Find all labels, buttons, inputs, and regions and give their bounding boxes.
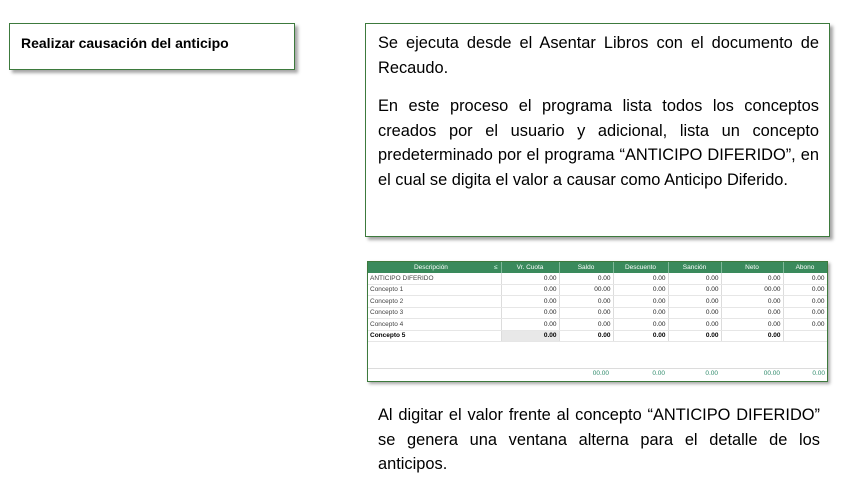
table-row[interactable] xyxy=(368,284,827,296)
column-header-abono[interactable]: Abono xyxy=(783,262,827,273)
cell-vr-cuota[interactable]: 0.00 xyxy=(501,319,559,331)
cell-saldo[interactable]: 0.00 xyxy=(559,296,613,308)
total-neto: 00.00 xyxy=(763,370,780,377)
cell-abono[interactable]: 0.00 xyxy=(783,296,827,308)
cell-neto[interactable]: 0.00 xyxy=(721,273,783,284)
cell-descuento[interactable]: 0.00 xyxy=(613,319,668,331)
sort-icon[interactable]: ≤ xyxy=(493,264,498,271)
row-description[interactable]: Concepto 3 xyxy=(368,307,501,319)
totals-row xyxy=(368,368,827,381)
cell-saldo[interactable]: 0.00 xyxy=(559,319,613,331)
cell-abono[interactable]: 0.00 xyxy=(783,284,827,296)
table-row[interactable] xyxy=(368,273,827,284)
cell-neto[interactable]: 0.00 xyxy=(721,330,783,342)
cell-abono[interactable]: 0.00 xyxy=(783,307,827,319)
cell-sancion[interactable]: 0.00 xyxy=(668,284,721,296)
cell-saldo[interactable]: 00.00 xyxy=(559,284,613,296)
cell-vr-cuota[interactable]: 0.00 xyxy=(501,284,559,296)
description-paragraph-2: En este proceso el programa lista todos los conceptos creados por el usuario y adicional, lista un concepto predeterminado por el programa “ANTICIPO DIFERIDO”, en el cual se digita el valor a causar como Anticipo Diferido. xyxy=(378,97,819,189)
cell-sancion[interactable]: 0.00 xyxy=(668,319,721,331)
description-box xyxy=(365,23,830,237)
column-header-descripcion[interactable]: Descripción ≤ xyxy=(368,262,501,273)
note-paragraph: Al digitar el valor frente al concepto “ANTICIPO DIFERIDO” se genera una ventana alterna para el detalle de los anticipos. xyxy=(378,406,820,473)
cell-sancion[interactable]: 0.00 xyxy=(668,273,721,284)
cell-saldo[interactable]: 0.00 xyxy=(559,330,613,342)
cell-sancion[interactable]: 0.00 xyxy=(668,307,721,319)
total-descuento: 0.00 xyxy=(652,370,665,377)
cell-neto[interactable]: 0.00 xyxy=(721,307,783,319)
cell-neto[interactable]: 00.00 xyxy=(721,284,783,296)
column-header-sancion[interactable]: Sanción xyxy=(668,262,721,273)
page-title: Realizar causación del anticipo xyxy=(21,35,229,51)
cell-abono[interactable]: 0.00 xyxy=(783,319,827,331)
cell-saldo[interactable]: 0.00 xyxy=(559,273,613,284)
cell-saldo[interactable]: 0.00 xyxy=(559,307,613,319)
total-sancion: 0.00 xyxy=(705,370,718,377)
table-row[interactable] xyxy=(368,330,827,342)
table-row[interactable] xyxy=(368,307,827,319)
concepts-table xyxy=(368,262,828,342)
row-description[interactable]: Concepto 5 xyxy=(368,330,501,342)
column-header-descuento[interactable]: Descuento xyxy=(613,262,668,273)
description-paragraph-1: Se ejecuta desde el Asentar Libros con el documento de Recaudo. xyxy=(378,34,819,77)
cell-vr-cuota[interactable]: 0.00 xyxy=(501,307,559,319)
row-description[interactable]: ANTICIPO DIFERIDO xyxy=(368,273,501,284)
cell-abono[interactable]: 0.00 xyxy=(783,273,827,284)
cell-descuento[interactable]: 0.00 xyxy=(613,284,668,296)
row-description[interactable]: Concepto 4 xyxy=(368,319,501,331)
title-box xyxy=(9,23,295,70)
cell-descuento[interactable]: 0.00 xyxy=(613,307,668,319)
cell-vr-cuota[interactable]: 0.00 xyxy=(501,273,559,284)
cell-abono[interactable] xyxy=(783,330,827,342)
total-abono: 0.00 xyxy=(812,370,825,377)
table-row[interactable] xyxy=(368,319,827,331)
row-description[interactable]: Concepto 1 xyxy=(368,284,501,296)
table-header-row xyxy=(368,262,827,273)
column-header-vr-cuota[interactable]: Vr. Cuota xyxy=(501,262,559,273)
cell-neto[interactable]: 0.00 xyxy=(721,319,783,331)
cell-descuento[interactable]: 0.00 xyxy=(613,296,668,308)
column-header-neto[interactable]: Neto xyxy=(721,262,783,273)
row-description[interactable]: Concepto 2 xyxy=(368,296,501,308)
cell-sancion[interactable]: 0.00 xyxy=(668,330,721,342)
cell-vr-cuota[interactable]: 0.00 xyxy=(501,296,559,308)
cell-sancion[interactable]: 0.00 xyxy=(668,296,721,308)
cell-neto[interactable]: 0.00 xyxy=(721,296,783,308)
total-saldo: 00.00 xyxy=(592,370,609,377)
table-row[interactable] xyxy=(368,296,827,308)
concepts-grid xyxy=(367,261,828,382)
column-header-saldo[interactable]: Saldo xyxy=(559,262,613,273)
cell-vr-cuota[interactable]: 0.00 xyxy=(501,330,559,342)
cell-descuento[interactable]: 0.00 xyxy=(613,273,668,284)
cell-descuento[interactable]: 0.00 xyxy=(613,330,668,342)
